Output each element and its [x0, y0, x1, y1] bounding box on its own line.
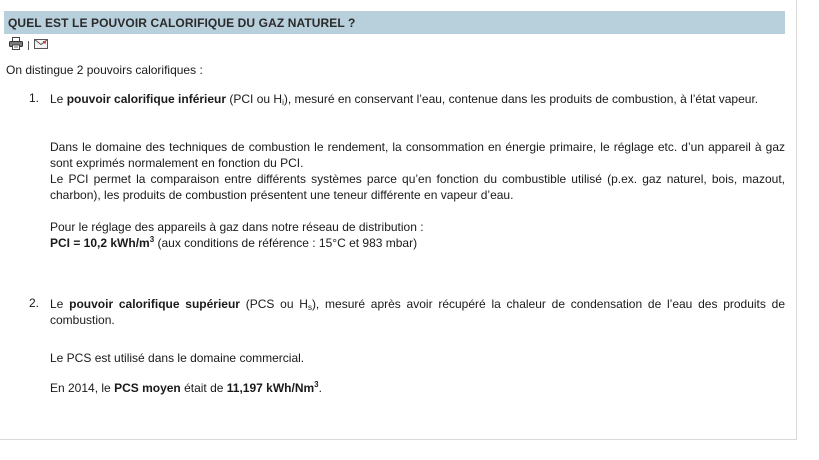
pcs-average-text: En 2014, le PCS moyen était de 11,197 kWh/Nm$^3$. — [50, 380, 322, 395]
pcs-term: pouvoir calorifique supérieur — [69, 297, 240, 311]
toolbar — [9, 38, 48, 52]
pci-value: PCI = 10,2 kWh/$m^3$ (aux conditions de référence : 15°C et 983 mbar) — [50, 235, 418, 250]
section-header — [4, 11, 785, 34]
printer-icon[interactable] — [9, 37, 23, 53]
envelope-icon[interactable] — [34, 38, 48, 52]
page-title: QUEL EST LE POUVOIR CALORIFIQUE DU GAZ NATUREL ? — [8, 15, 356, 30]
pci-term: pouvoir calorifique inférieur — [66, 92, 227, 106]
pcs-usage-text: Le PCS est utilisé dans le domaine commercial. — [50, 351, 305, 365]
pcs-definition: Le pouvoir calorifique supérieur (PCS ou $H_s$), mesuré après avoir récupéré la chaleur de condensation de l’eau des produits de combustion. — [50, 297, 785, 327]
pci-comparison-text: Le PCI permet la comparaison entre différents systèmes parce qu’en fonction du combustible utilisé (p.ex. gaz naturel, bois, mazout, charbon), les produits de combustion présentent une teneur différente en vapeur d’eau. — [50, 172, 785, 202]
toolbar-separator — [28, 41, 29, 50]
list-number: 2. — [29, 296, 40, 310]
pci-usage-text: Dans le domaine des techniques de combustion le rendement, la consommation en énergie primaire, le réglage etc. d’un appareil à gaz sont exprimés normalement en fonction du PCI. — [50, 140, 785, 170]
pci-definition: Le pouvoir calorifique inférieur (PCI ou $H_i$), mesuré en conservant l’eau, contenue dans les produits de combustion, à l’état vapeur. — [50, 92, 759, 107]
list-number: 1. — [29, 91, 40, 105]
intro-text: On distingue 2 pouvoirs calorifiques : — [6, 63, 203, 77]
pci-setting-text: Pour le réglage des appareils à gaz dans notre réseau de distribution : — [50, 220, 424, 234]
